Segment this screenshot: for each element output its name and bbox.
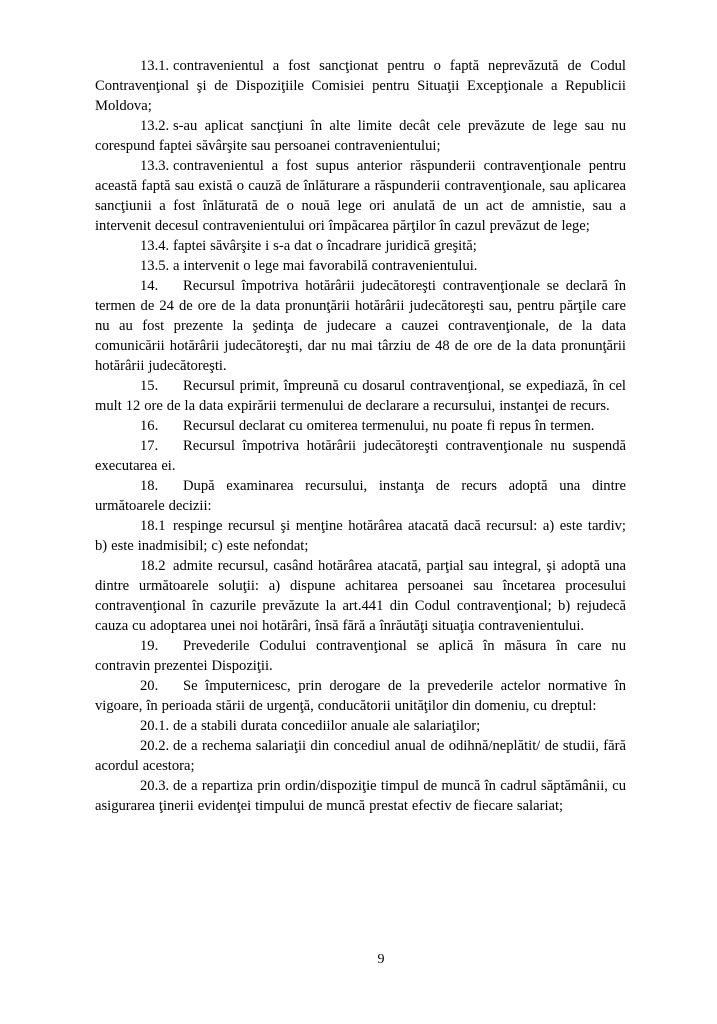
paragraph-20-1 bbox=[95, 716, 626, 736]
paragraph-text: a intervenit o lege mai favorabilă contravenientului. bbox=[173, 258, 478, 274]
paragraph-18-2 bbox=[95, 556, 626, 636]
paragraph-16 bbox=[95, 416, 626, 436]
paragraph-number: 15. bbox=[140, 378, 159, 394]
paragraph-14 bbox=[95, 276, 626, 376]
paragraph-number: 14. bbox=[140, 278, 159, 294]
paragraph-13-4 bbox=[95, 236, 626, 256]
paragraph-number: 18.1 bbox=[140, 518, 166, 534]
paragraph-20 bbox=[95, 676, 626, 716]
paragraph-text: Recursul declarat cu omiterea termenului, nu poate fi repus în termen. bbox=[183, 418, 595, 434]
paragraph-number: 20.1. bbox=[140, 718, 170, 734]
paragraph-13-5 bbox=[95, 256, 626, 276]
paragraph-text: de a stabili durata concediilor anuale ale salariaţilor; bbox=[173, 718, 481, 734]
paragraph-text: admite recursul, casând hotărârea atacată, parţial sau integral, şi adoptă una dintre următoarele soluţii: a) dispune achitarea persoanei sau încetarea procesului contravenţional în cazurile prevăzute la art.441 din Codul contravenţional; b) rejudecă cauza cu adoptarea unei noi hotărâri, însă fără a înrăutăţi situaţia contravenientului. bbox=[95, 558, 626, 634]
paragraph-text: Recursul primit, împreună cu dosarul contravenţional, se expediază, în cel mult 12 ore de la data expirării termenului de declarare a recursului, instanţei de recurs. bbox=[95, 378, 626, 414]
paragraph-number: 16. bbox=[140, 418, 159, 434]
paragraph-17 bbox=[95, 436, 626, 476]
paragraph-19 bbox=[95, 636, 626, 676]
paragraph-number: 13.2. bbox=[140, 118, 170, 134]
document-body bbox=[95, 56, 626, 816]
paragraph-text: Prevederile Codului contravenţional se aplică în măsura în care nu contravin prezentei Dispoziţii. bbox=[95, 638, 626, 674]
paragraph-text: contravenientul a fost sancţionat pentru o faptă neprevăzută de Codul Contravenţional şi de Dispoziţiile Comisiei pentru Situaţii Excepţionale a Republicii Moldova; bbox=[95, 58, 626, 114]
paragraph-text: Recursul împotriva hotărârii judecătoreşti contravenţionale se declară în termen de 24 de ore de la data pronunţării hotărârii judecătoreşti sau, pentru părţile care nu au fost prezente la şedinţa de judecare a cauzei contravenţionale, de la data comunicării hotărârii judecătoreşti, dar nu mai târziu de 48 de ore de la data pronunţării hotărârii judecătoreşti. bbox=[95, 278, 626, 374]
paragraph-number: 18. bbox=[140, 478, 159, 494]
paragraph-number: 20. bbox=[140, 678, 159, 694]
paragraph-number: 13.5. bbox=[140, 258, 170, 274]
paragraph-text: respinge recursul şi menţine hotărârea atacată dacă recursul: a) este tardiv; b) este inadmisibil; c) este nefondat; bbox=[95, 518, 626, 554]
paragraph-text: Se împuternicesc, prin derogare de la prevederile actelor normative în vigoare, în perioada stării de urgenţă, conducătorii unităţilor din domeniu, cu dreptul: bbox=[95, 678, 626, 714]
paragraph-text: de a rechema salariaţii din concediul anual de odihnă/neplătit/ de studii, fără acordul acestora; bbox=[95, 738, 626, 774]
paragraph-number: 18.2 bbox=[140, 558, 166, 574]
paragraph-number: 20.3. bbox=[140, 778, 170, 794]
paragraph-text: de a repartiza prin ordin/dispoziţie timpul de muncă în cadrul săptămânii, cu asigurarea ţinerii evidenţei timpului de muncă prestat efectiv de fiecare salariat; bbox=[95, 778, 626, 814]
paragraph-text: Recursul împotriva hotărârii judecătoreşti contravenţionale nu suspendă executarea ei. bbox=[95, 438, 626, 474]
paragraph-number: 13.3. bbox=[140, 158, 170, 174]
paragraph-number: 13.4. bbox=[140, 238, 170, 254]
paragraph-13-2 bbox=[95, 116, 626, 156]
paragraph-15 bbox=[95, 376, 626, 416]
paragraph-13-1 bbox=[95, 56, 626, 116]
paragraph-18 bbox=[95, 476, 626, 516]
paragraph-13-3 bbox=[95, 156, 626, 236]
paragraph-18-1 bbox=[95, 516, 626, 556]
paragraph-text: contravenientul a fost supus anterior răspunderii contravenţionale pentru această faptă sau există o cauză de înlăturare a răspunderii contravenţionale, sau aplicarea sancţiunii a fost înlăturată de o nouă lege ori anulată de un act de amnistie, sau a intervenit decesul contravenientului ori împăcarea părţilor în cazul prevăzut de lege; bbox=[95, 158, 626, 234]
paragraph-20-2 bbox=[95, 736, 626, 776]
paragraph-20-3 bbox=[95, 776, 626, 816]
paragraph-number: 19. bbox=[140, 638, 159, 654]
paragraph-text: s-au aplicat sancţiuni în alte limite decât cele prevăzute de lege sau nu corespund faptei săvârşite sau persoanei contravenientului; bbox=[95, 118, 626, 154]
paragraph-text: După examinarea recursului, instanţa de recurs adoptă una dintre următoarele decizii: bbox=[95, 478, 626, 514]
paragraph-number: 20.2. bbox=[140, 738, 170, 754]
paragraph-number: 13.1. bbox=[140, 58, 170, 74]
paragraph-text: faptei săvârşite i s-a dat o încadrare juridică greşită; bbox=[173, 238, 477, 254]
page-number: 9 bbox=[377, 952, 385, 967]
paragraph-number: 17. bbox=[140, 438, 159, 454]
